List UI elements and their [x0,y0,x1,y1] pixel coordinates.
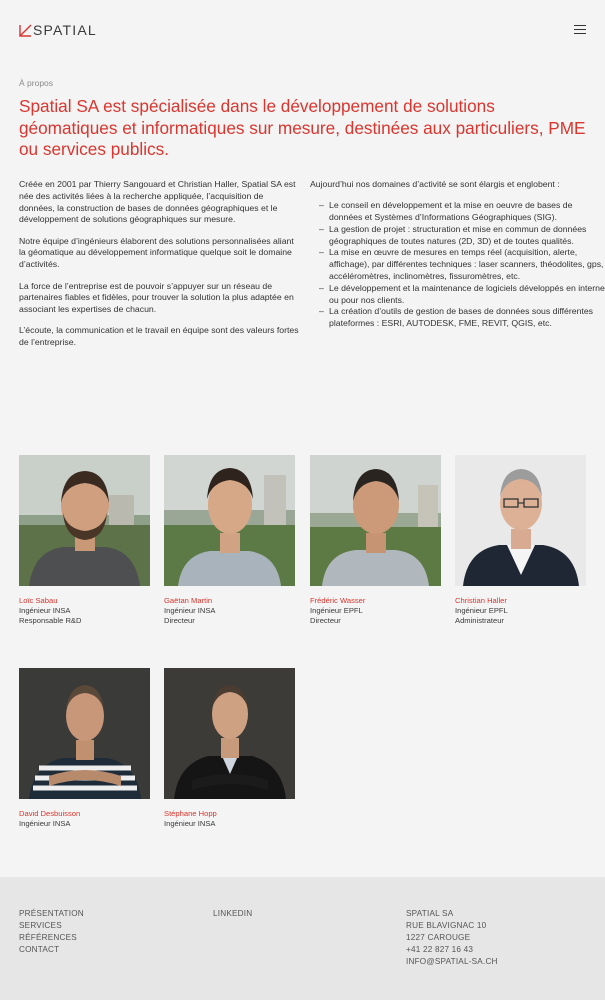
team-member-degree: Ingénieur INSA [164,819,216,828]
logo-mark-icon [19,24,32,37]
team-member-role: Responsable R&D [19,616,82,625]
team-member-role: Directeur [164,616,195,625]
team-member-photo [19,455,150,586]
activities-intro: Aujourd’hui nos domaines d’activité se sont élargis et englobent : [310,179,560,189]
page-lead-heading: Spatial SA est spécialisée dans le développement de solutions géomatiques et informatiques sur mesure, destinées aux particuliers, PME ou services publics. [19,96,586,159]
team-member-degree: Ingénieur EPFL [455,606,508,615]
footer-email-link[interactable]: INFO@SPATIAL-SA.CH [406,957,498,966]
activity-item: – La mise en œuvre de mesures en temps réel (acquisition, alerte, affichage), par différentes techniques : laser scanners, théodolites, gps, accéléromètres, inclinomètres, fissuromètres, etc. [310,247,605,282]
footer-address [406,908,498,968]
team-member-card [455,455,586,626]
activity-item: – La gestion de projet : structuration et mise en commun de données géographiques de toutes natures (2D, 3D) et de toutes qualités. [310,224,605,248]
team-member-photo [310,455,441,586]
footer-link-linkedin[interactable]: LINKEDIN [213,909,253,918]
team-member-photo [455,455,586,586]
about-paragraph: L’écoute, la communication et le travail en équipe sont des valeurs fortes de l’entreprise. [19,325,299,348]
footer-company-name: SPATIAL SA [406,909,454,918]
logo-text: SPATIAL [33,22,97,38]
team-member-name: Christian Haller [455,596,507,605]
footer-link-references[interactable]: RÉFÉRENCES [19,933,77,942]
team-member-card [19,668,150,829]
about-paragraph: Créée en 2001 par Thierry Sangouard et Christian Haller, Spatial SA est née des activités liées à la recherche appliquée, l’acquisition de données, la construction de bases de données géographiques et le développement de solutions géographiques sur mesure. [19,179,296,225]
site-header [0,0,605,60]
team-member-degree: Ingénieur INSA [19,819,71,828]
about-left-column [19,179,299,359]
page-eyebrow: À propos [19,78,54,88]
team-member-name: Gaëtan Martin [164,596,213,605]
footer-street: RUE BLAVIGNAC 10 [406,921,487,930]
team-member-photo [164,455,295,586]
footer-link-contact[interactable]: CONTACT [19,945,60,954]
team-member-name: Stéphane Hopp [164,809,217,818]
activity-item: – Le développement et la maintenance de logiciels développés en interne ou pour nos clients. [310,283,605,307]
about-paragraph: La force de l’entreprise est de pouvoir s’appuyer sur un réseau de partenaires fiables et fidèles, pour trouver la solution la plus adaptée en associant les expertises de chacun. [19,280,294,315]
footer-phone-link[interactable]: +41 22 827 16 43 [406,945,474,954]
team-member-name: Frédéric Wasser [310,596,366,605]
footer-social [213,908,252,920]
team-member-photo [164,668,295,799]
activities-list [310,200,605,330]
activity-item: – Le conseil en développement et la mise en oeuvre de bases de données et Systèmes d’Informations Géographiques (SIG). [310,200,605,224]
team-member-card [164,455,295,626]
team-member-degree: Ingénieur EPFL [310,606,363,615]
team-member-name: David Desbuisson [19,809,81,818]
team-member-card [310,455,441,626]
team-member-photo [19,668,150,799]
team-member-role: Directeur [310,616,341,625]
about-right-column [310,179,605,330]
site-logo[interactable] [19,22,97,38]
team-member-degree: Ingénieur INSA [164,606,216,615]
hamburger-menu-icon[interactable] [574,25,586,35]
footer-link-services[interactable]: SERVICES [19,921,62,930]
about-paragraph: Notre équipe d’ingénieurs élaborent des solutions personnalisées aliant la géomatique au développement informatique quelque soit le domaine d’activités. [19,235,294,270]
team-member-card [164,668,295,829]
footer-link-presentation[interactable]: PRÉSENTATION [19,909,84,918]
team-member-card [19,455,150,626]
footer-nav [19,908,84,956]
footer-city: 1227 CAROUGE [406,933,471,942]
team-member-degree: Ingénieur INSA [19,606,71,615]
team-member-role: Administrateur [455,616,504,625]
activity-item: – La création d’outils de gestion de bases de données sous différentes plateformes : ESRI, AUTODESK, FME, REVIT, QGIS, etc. [310,306,605,330]
team-member-name: Loïc Sabau [19,596,58,605]
site-footer [0,877,605,1000]
